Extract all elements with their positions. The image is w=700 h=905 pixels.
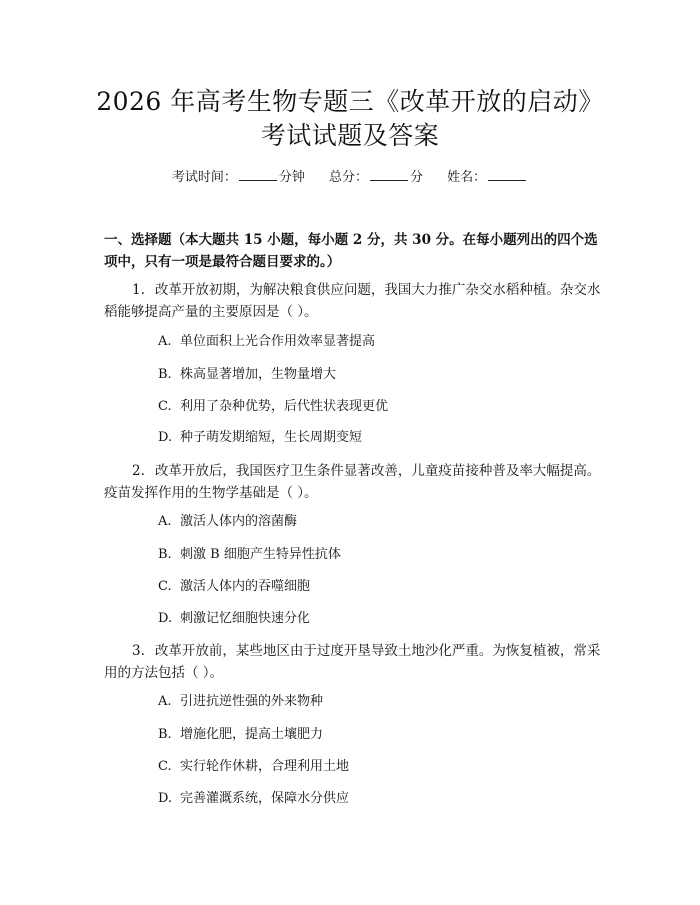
total-score-unit: 分 bbox=[410, 170, 424, 185]
option-text: 增施化肥，提高土壤肥力 bbox=[180, 727, 324, 742]
exam-time-field bbox=[172, 168, 305, 188]
option-text: 单位面积上光合作用效率显著提高 bbox=[180, 334, 376, 349]
option-letter: B. bbox=[158, 367, 172, 382]
question-3 bbox=[104, 640, 602, 684]
question-3-option-b bbox=[158, 725, 598, 745]
question-3-option-a bbox=[158, 692, 598, 712]
page-title-line2: 考试试题及答案 bbox=[260, 121, 440, 150]
question-1-option-c bbox=[158, 397, 598, 417]
exam-time-blank bbox=[239, 168, 277, 181]
question-2-option-a bbox=[158, 512, 598, 532]
option-letter: C. bbox=[158, 579, 172, 594]
exam-time-unit: 分钟 bbox=[278, 170, 305, 185]
question-1 bbox=[104, 279, 602, 323]
question-stem: 改革开放前，某些地区由于过度开垦导致土地沙化严重。为恢复植被，常采用的方法包括（ ）。 bbox=[104, 643, 601, 681]
option-text: 株高显著增加，生物量增大 bbox=[180, 367, 337, 382]
exam-meta bbox=[0, 168, 700, 188]
student-name-field bbox=[447, 168, 528, 188]
option-letter: D. bbox=[158, 791, 173, 806]
option-letter: D. bbox=[158, 430, 173, 445]
option-letter: A. bbox=[158, 514, 172, 529]
option-text: 完善灌溉系统，保障水分供应 bbox=[180, 791, 350, 806]
question-stem: 改革开放后，我国医疗卫生条件显著改善，儿童疫苗接种普及率大幅提高。疫苗发挥作用的生物学基础是（ ）。 bbox=[104, 463, 601, 501]
question-2-option-d bbox=[158, 609, 598, 629]
page-title-line1: 2026 年高考生物专题三《改革开放的启动》 bbox=[96, 87, 604, 116]
question-2-option-c bbox=[158, 577, 598, 597]
option-text: 利用了杂种优势，后代性状表现更优 bbox=[180, 399, 389, 414]
question-stem: 改革开放初期，为解决粮食供应问题，我国大力推广杂交水稻种植。杂交水稻能够提高产量的主要原因是（ ）。 bbox=[104, 282, 601, 320]
option-text: 刺激记忆细胞快速分化 bbox=[180, 611, 311, 626]
option-text: 实行轮作休耕，合理利用土地 bbox=[180, 759, 350, 774]
total-score-label: 总分： bbox=[328, 170, 368, 185]
section-heading: 一、选择题（本大题共 15 小题，每小题 2 分，共 30 分。在每小题列出的四个选项中，只有一项是最符合题目要求的。） bbox=[104, 232, 598, 270]
question-1-option-a bbox=[158, 332, 598, 352]
student-name-label: 姓名： bbox=[447, 170, 487, 185]
option-letter: A. bbox=[158, 334, 172, 349]
question-3-option-c bbox=[158, 757, 598, 777]
question-number: 1. bbox=[132, 282, 145, 298]
student-name-blank bbox=[488, 168, 526, 181]
option-text: 刺激 B 细胞产生特异性抗体 bbox=[180, 547, 341, 562]
exam-time-label: 考试时间： bbox=[171, 170, 237, 185]
option-letter: C. bbox=[158, 759, 172, 774]
option-text: 种子萌发期缩短，生长周期变短 bbox=[180, 430, 363, 445]
question-1-option-d bbox=[158, 428, 598, 448]
option-letter: A. bbox=[158, 694, 172, 709]
total-score-blank bbox=[370, 168, 408, 181]
question-2-option-b bbox=[158, 545, 598, 565]
option-letter: B. bbox=[158, 727, 172, 742]
question-number: 3. bbox=[132, 643, 145, 659]
option-text: 激活人体内的溶菌酶 bbox=[180, 514, 298, 529]
option-letter: D. bbox=[158, 611, 173, 626]
option-letter: B. bbox=[158, 547, 172, 562]
question-3-option-d bbox=[158, 789, 598, 809]
option-text: 激活人体内的吞噬细胞 bbox=[180, 579, 311, 594]
option-letter: C. bbox=[158, 399, 172, 414]
question-1-option-b bbox=[158, 365, 598, 385]
option-text: 引进抗逆性强的外来物种 bbox=[180, 694, 324, 709]
total-score-field bbox=[329, 168, 423, 188]
question-2 bbox=[104, 460, 602, 504]
question-number: 2. bbox=[132, 463, 145, 479]
